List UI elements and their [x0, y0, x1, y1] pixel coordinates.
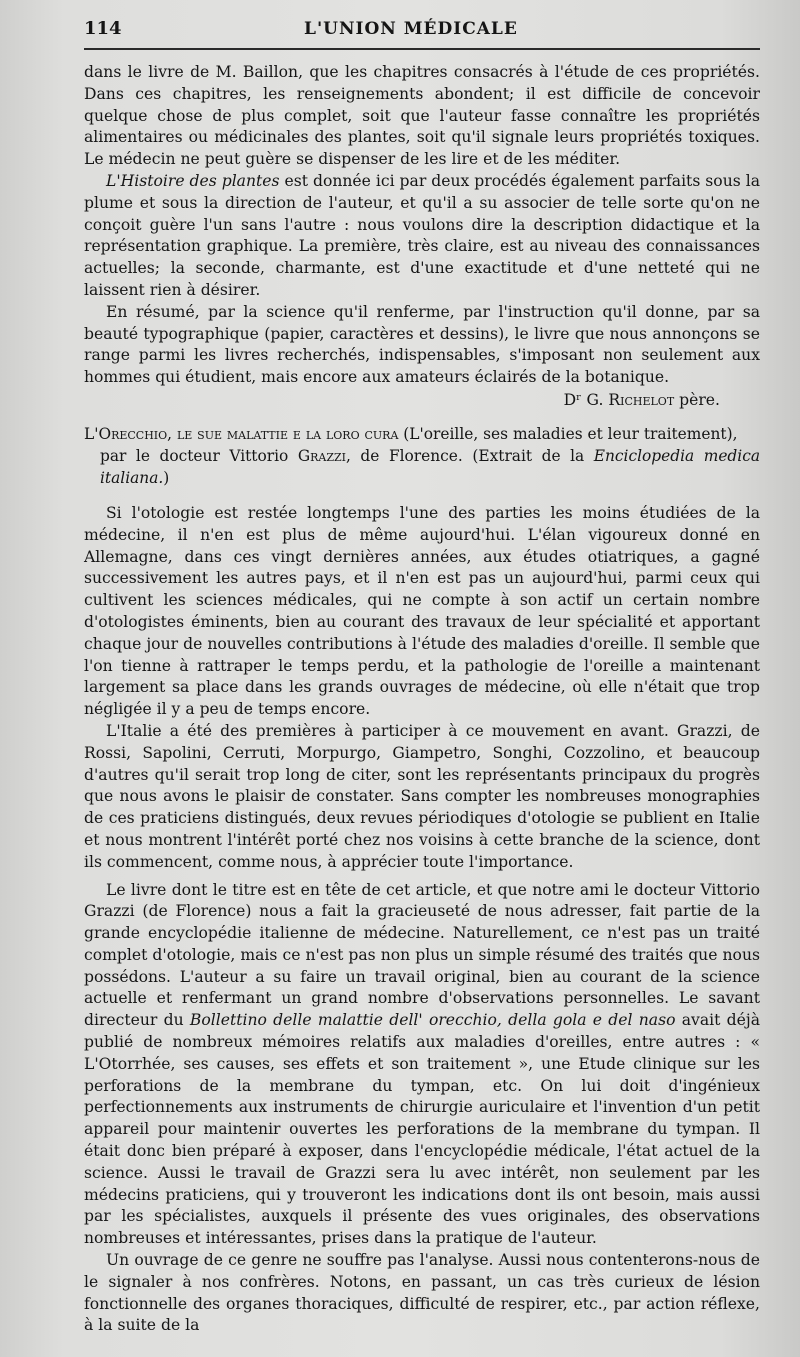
review-source: Enciclopedia medica italiana.: [100, 446, 761, 487]
paragraph-4: Si l'otologie est restée longtemps l'une des parties les moins étudiées de la médecine, il n'en est plus de même aujourd'hui. L'élan vigoureux donné en Allemagne, dans ces vingt dernières années, aux études otiatriques, a gagné successivement les autres pays, et il n'en est pas un aujourd'hui, parmi ceux qui cultivent les sciences médicales, qui ne compte à son actif un certain nombre d'otologistes éminents, bien au courant des travaux de leur spécialité et apportant chaque jour de nouvelles contributions à l'étude des maladies d'oreille. Il semble que l'on tienne à rattraper le temps perdu, et la pathologie de l'oreille a maintenant largement sa place dans les grands ouvrages de médecine, où elle n'était que trop négligée il y a peu de temps encore.: [84, 503, 760, 719]
paragraph-2: [84, 171, 760, 302]
paragraph-2-text: est donnée ici par deux procédés également parfaits sous la plume et sous la direction de l'auteur, et qu'il a su associer de telle sorte qu'on ne conçoit guère l'un sans l'autre : nous voulons dire la description didactique et la représentation graphique. La première, très claire, est au niveau des connaissances actuelles; la seconde, charmante, est d'une exactitude et d'une netteté qui ne laissent rien à désirer.: [84, 171, 760, 299]
review-by: par le docteur Vittorio: [100, 446, 298, 465]
signature: [84, 389, 760, 411]
paragraph-1: dans le livre de M. Baillon, que les chapitres consacrés à l'étude de ces propriétés. Dans ces chapitres, les renseignements abondent; il est difficile de concevoir quelque chose de plus complet, soit que l'auteur fasse connaître les propriétés alimentaires ou médicinales des plantes, soit qu'il signale leurs propriétés toxiques. Le médecin ne peut guère se dispenser de les lire et de les méditer.: [84, 63, 760, 169]
signature-name: Richelot: [608, 390, 675, 409]
paragraph-7: Un ouvrage de ce genre ne souffre pas l'analyse. Aussi nous contenterons-nous de le signaler à nos confrères. Notons, en passant, un cas très curieux de lésion fonctionnelle des organes thoraciques, difficulté de respirer, etc., par action réflexe, à la suite de la: [84, 1251, 760, 1335]
review-french-title: (L'oreille, ses maladies et leur traitement),: [398, 424, 738, 443]
signature-suffix: père.: [679, 390, 720, 409]
paragraph-6-text-b: avait déjà publié de nombreux mémoires relatifs aux maladies d'oreilles, entre autres : « L'Otorrhée, ses causes, ses effets et son traitement », une Etude clinique sur les perforations de la membrane du tympan, etc. On lui doit d'ingénieux perfectionnements aux instruments de chirurgie auriculaire et l'invention d'un petit appareil pour maintenir ouvertes les perforations de la membrane du tympan. Il était donc bien préparé à exposer, dans l'encyclopédie médicale, l'état actuel de la science. Aussi le travail de Grazzi sera lu avec intérêt, non seulement par les médecins praticiens, qui y trouveront les indications dont ils ont besoin, mais aussi par les spécialistes, auxquels il présente des vues originales, des observations nombreuses et intéressantes, prises dans la pratique de l'auteur.: [84, 1011, 760, 1248]
running-head: L'UNION MÉDICALE: [304, 19, 518, 39]
page-header: [84, 18, 760, 50]
paragraph-6-text-a: Le livre dont le titre est en tête de cet article, et que notre ami le docteur Vittorio Grazzi (de Florence) nous a fait la gracieuseté de nous adresser, fait partie de la grande encyclopédie italienne de médecine. Naturellement, ce n'est pas un traité complet d'otologie, mais ce n'est pas non plus un simple résumé des traités que nous possédons. L'auteur a su faire un travail original, bien au courant de la science actuelle et renfermant un grand nombre d'observations personnelles. Le savant directeur du: [84, 880, 760, 1030]
paragraph-5: L'Italie a été des premières à participer à ce mouvement en avant. Grazzi, de Rossi, Sapolini, Cerruti, Morpurgo, Giampetro, Songhi, Cozzolino, et beaucoup d'autres qu'il serait trop long de citer, sont les représentants principaux du progrès que nous avons le plaisir de constater. Sans compter les nombreuses monographies de ces praticiens distingués, deux revues périodiques d'otologie se publient en Italie et nous montrent l'intérêt porté chez nos voisins à cette branche de la science, dont ils commencent, comme nous, à apprécier toute l'importance.: [84, 721, 760, 871]
review-close: ): [163, 468, 170, 487]
review-heading-line2: [84, 445, 760, 489]
review-italian-title: L'Orecchio, le sue malattie e la loro cura: [84, 424, 399, 443]
page-number: 114: [84, 18, 122, 39]
signature-title: Dʳ G.: [563, 390, 604, 409]
review-author: Grazzi: [297, 446, 346, 465]
paragraph-6: [84, 880, 760, 1251]
review-heading: [84, 423, 760, 489]
review-place: , de Florence. (Extrait de la: [346, 446, 594, 465]
paragraph-2-italic-title: L'Histoire des plantes: [106, 171, 280, 190]
paragraph-3: En résumé, par la science qu'il renferme, par l'instruction qu'il donne, par sa beauté typographique (papier, caractères et dessins), le livre que nous annonçons se range parmi les livres recherchés, indispensables, s'imposant non seulement aux hommes qui étudient, mais encore aux amateurs éclairés de la botanique.: [84, 302, 760, 387]
paragraph-6-italic-journal: Bollettino delle malattie dell' orecchio, della gola e del naso: [189, 1011, 676, 1030]
